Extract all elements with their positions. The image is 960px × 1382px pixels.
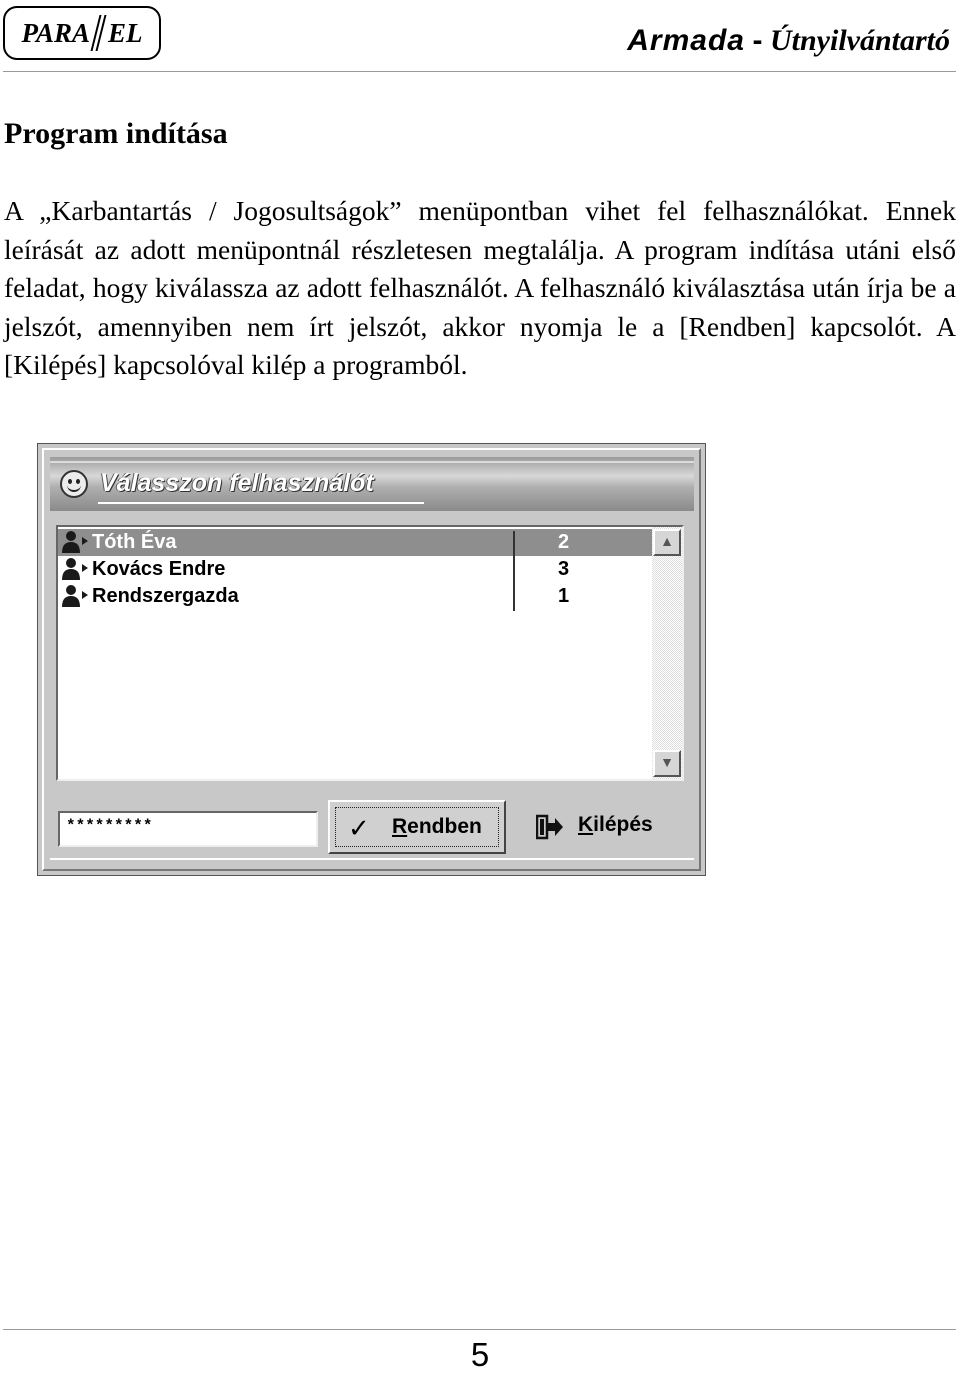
logo-text-right: EL bbox=[108, 17, 143, 48]
dialog-caption-bar bbox=[50, 457, 694, 511]
scroll-up-button[interactable] bbox=[653, 529, 681, 556]
check-icon: ✓ bbox=[348, 814, 370, 844]
logo-text-left: PARA bbox=[21, 17, 90, 48]
document-header-title bbox=[627, 24, 950, 58]
user-row[interactable] bbox=[58, 556, 654, 583]
ok-button-label: Rendben bbox=[392, 815, 482, 838]
header-dash: - bbox=[752, 24, 763, 57]
scroll-down-arrow-icon: ▼ bbox=[660, 755, 674, 771]
user-row[interactable] bbox=[58, 583, 654, 610]
user-rows bbox=[58, 529, 654, 610]
user-level: 3 bbox=[558, 558, 570, 580]
header-rule bbox=[3, 71, 956, 72]
smiley-icon bbox=[60, 470, 88, 498]
user-row[interactable] bbox=[58, 529, 654, 556]
user-select-dialog bbox=[37, 443, 706, 876]
header-brand: Armada bbox=[627, 24, 745, 57]
page-number: 5 bbox=[470, 1336, 490, 1373]
user-level: 2 bbox=[558, 531, 570, 553]
dialog-title-underline bbox=[98, 502, 424, 504]
section-title: Program indítása bbox=[4, 117, 228, 150]
instruction-paragraph: A „Karbantartás / Jogosultságok” menüpontban vihet fel felhasználókat. Ennek leírását az adott menüpontnál részletesen megtalálja. A program indítása utáni első feladat, hogy kiválassza az adott felhasználót. A felhasználó kiválasztása után írja be a jelszót, amennyiben nem írt jelszót, akkor nyomja le a [Rendben] kapcsolót. A [Kilépés] kapcsolóval kilép a programból. bbox=[4, 195, 956, 380]
body-text bbox=[4, 192, 956, 385]
user-name: Rendszergazda bbox=[92, 585, 239, 607]
user-name: Tóth Éva bbox=[92, 531, 177, 553]
user-icon bbox=[60, 557, 90, 581]
header-subtitle: Útnyilvántartó bbox=[769, 24, 950, 57]
user-level: 1 bbox=[558, 585, 570, 607]
user-icon bbox=[60, 530, 90, 554]
dialog-bottom-bevel bbox=[50, 858, 694, 860]
exit-button-label: Kilépés bbox=[578, 813, 653, 836]
exit-button[interactable] bbox=[528, 800, 668, 854]
footer-rule bbox=[3, 1329, 956, 1330]
user-icon bbox=[60, 584, 90, 608]
dialog-title: Válasszon felhasználót bbox=[100, 469, 374, 497]
logo-double-slash bbox=[92, 15, 106, 51]
column-separator bbox=[513, 531, 515, 611]
vertical-scrollbar[interactable] bbox=[652, 527, 682, 779]
scroll-down-button[interactable] bbox=[653, 750, 681, 777]
scroll-up-arrow-icon: ▲ bbox=[660, 534, 674, 550]
ok-button[interactable] bbox=[328, 800, 506, 854]
user-listbox[interactable] bbox=[56, 525, 684, 781]
exit-door-icon bbox=[536, 814, 564, 840]
user-name: Kovács Endre bbox=[92, 558, 226, 580]
parallel-logo bbox=[3, 6, 161, 60]
password-input[interactable]: ********* bbox=[58, 811, 318, 847]
